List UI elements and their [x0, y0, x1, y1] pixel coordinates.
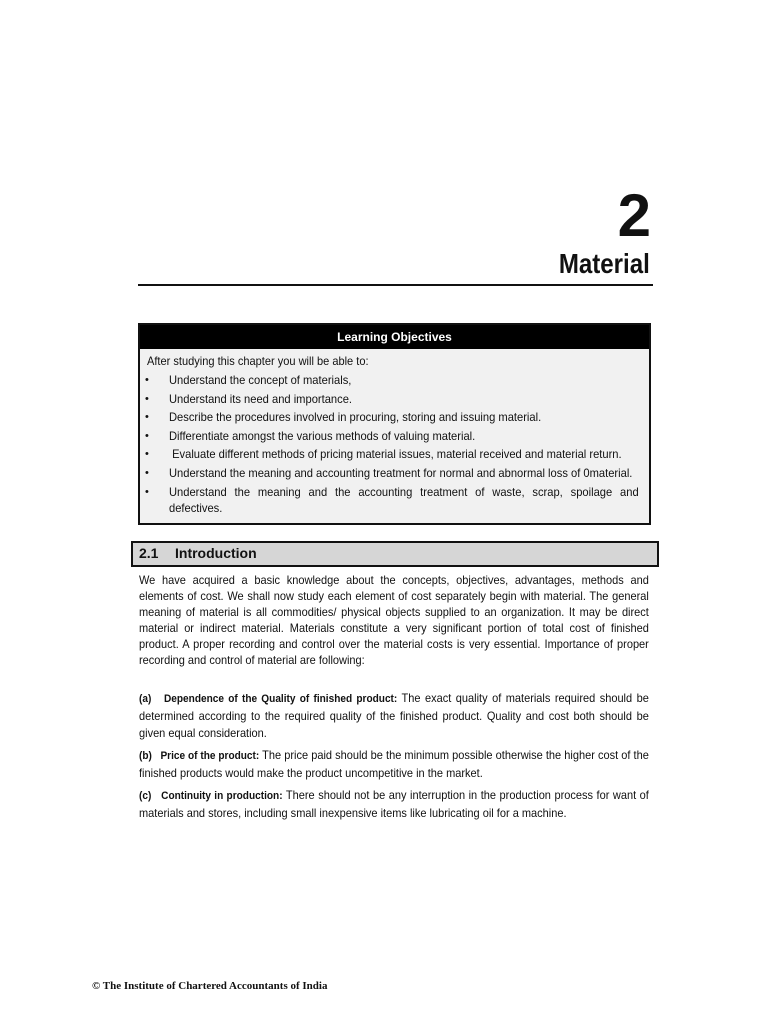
objective-item [140, 428, 649, 444]
point-a-content [139, 690, 649, 742]
section-heading [131, 541, 659, 567]
chapter-number: 2 [617, 182, 650, 249]
objective-text: Describe the procedures involved in procuring, storing and issuing material. [169, 410, 542, 425]
bullet-icon: • [145, 429, 149, 442]
objective-item [140, 446, 649, 462]
bullet-icon: • [145, 485, 149, 498]
point-c-content [139, 787, 649, 822]
intro-text: We have acquired a basic knowledge about the concepts, objectives, advantages, methods and elements of cost. We shall now study each element of cost separately begin with material. The general meaning of material is all commodities/ physical objects supplied to an organization. It may be direct material or indirect material. Materials constitute a very significant portion of total cost of finished product. A proper recording and control over the material costs is very essential. Importance of proper recording and control of material are following: [139, 573, 649, 667]
bullet-icon: • [145, 448, 149, 461]
point-a-label: (a) Dependence of the Quality of finished product: [139, 693, 398, 705]
bullet-icon: • [145, 411, 149, 424]
point-b-content [139, 747, 649, 782]
title-divider [138, 284, 653, 286]
objective-text: Understand the concept of materials, [169, 373, 352, 387]
point-a [139, 690, 649, 742]
section-title: Introduction [175, 545, 257, 561]
point-a-text: The exact quality of materials required should be determined according to the required quality of the finished product. Quality and cost both should be given equal consideration. [139, 691, 649, 740]
objective-item [140, 409, 649, 425]
objective-text: Evaluate different methods of pricing material issues, material received and material return. [169, 447, 622, 462]
learning-objectives-header: Learning Objectives [140, 325, 649, 349]
intro-paragraph [139, 572, 649, 668]
chapter-title: Material [558, 248, 650, 279]
bullet-icon: • [145, 466, 149, 479]
point-b [139, 747, 649, 782]
objective-item [140, 391, 649, 407]
point-c [139, 787, 649, 822]
objective-text: Understand its need and importance. [169, 391, 353, 406]
objective-text: Understand the meaning and accounting treatment for normal and abnormal loss of 0material. [169, 465, 633, 480]
point-b-label: (b) Price of the product: [139, 750, 260, 762]
objective-text: Differentiate amongst the various methods of valuing material. [169, 428, 476, 443]
point-b-text: The price paid should be the minimum possible otherwise the higher cost of the finished products would make the product uncompetitive in the market. [139, 748, 649, 780]
copyright-footer: © The Institute of Chartered Accountants of India [92, 980, 328, 992]
objective-item [140, 484, 649, 516]
section-number: 2.1 [139, 545, 159, 561]
learning-objectives-list [140, 372, 649, 516]
bullet-icon: • [145, 374, 149, 386]
objective-item [140, 372, 649, 388]
point-c-text: There should not be any interruption in the production process for want of materials and stores, including small inexpensive items like lubricating oil for a machine. [139, 788, 649, 820]
objective-item [140, 465, 649, 481]
learning-objectives-intro: After studying this chapter you will be able to: [147, 354, 369, 368]
point-c-label: (c) Continuity in production: [139, 790, 283, 802]
learning-objectives-box [138, 323, 651, 525]
bullet-icon: • [145, 392, 149, 405]
objective-text: Understand the meaning and the accounting treatment of waste, scrap, spoilage and defectives. [169, 484, 639, 515]
